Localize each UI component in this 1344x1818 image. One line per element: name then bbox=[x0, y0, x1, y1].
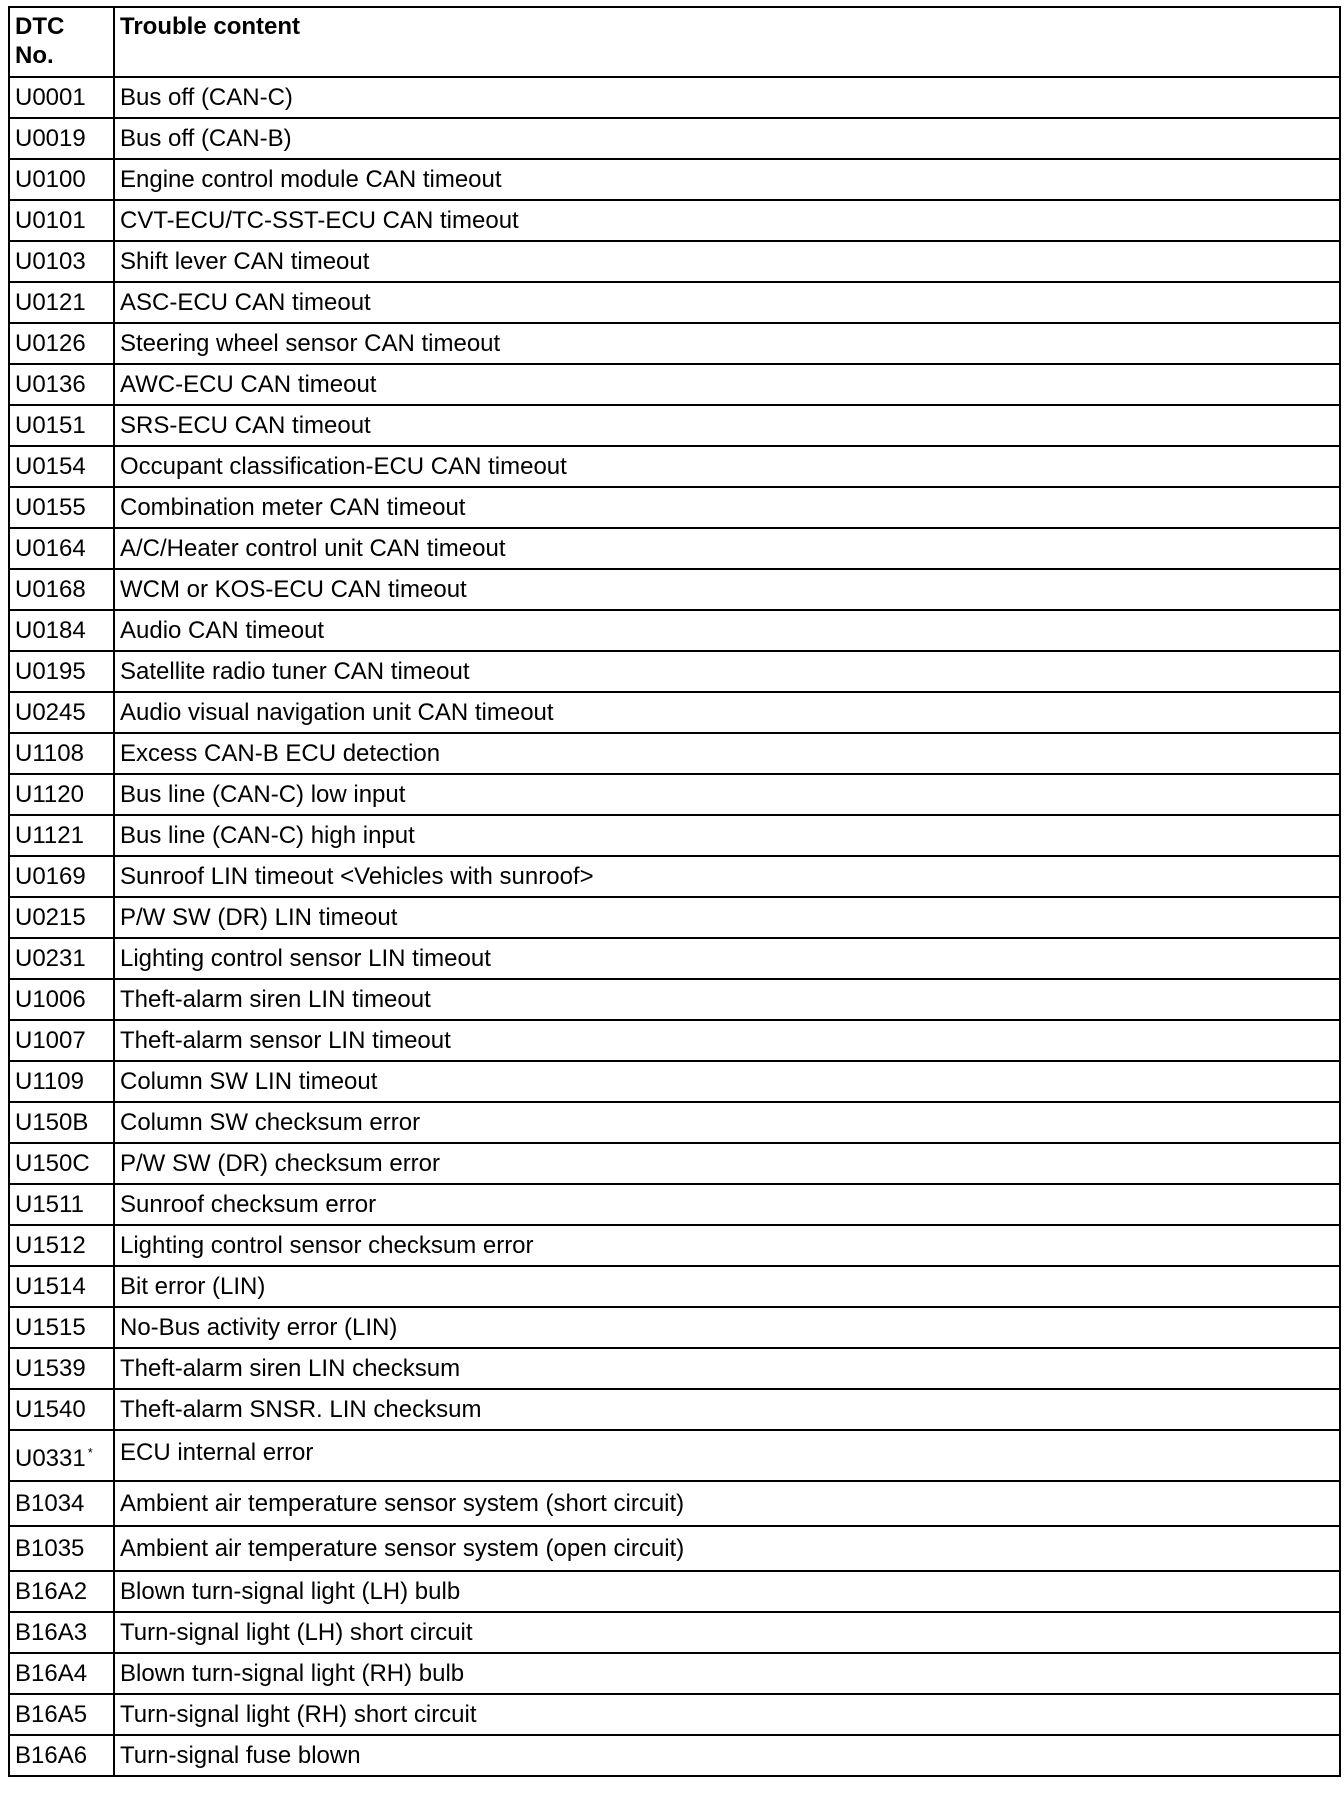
dtc-code-cell bbox=[9, 1526, 114, 1571]
dtc-code-cell bbox=[9, 1184, 114, 1225]
dtc-code-cell bbox=[9, 241, 114, 282]
table-row bbox=[9, 938, 1340, 979]
trouble-content-cell: SRS-ECU CAN timeout bbox=[114, 405, 1340, 446]
dtc-code-cell bbox=[9, 1348, 114, 1389]
dtc-code: U0169 bbox=[15, 863, 86, 890]
dtc-code-cell bbox=[9, 897, 114, 938]
trouble-content-cell: ECU internal error bbox=[114, 1430, 1340, 1481]
trouble-content-cell: No-Bus activity error (LIN) bbox=[114, 1307, 1340, 1348]
trouble-content-cell: Theft-alarm siren LIN checksum bbox=[114, 1348, 1340, 1389]
trouble-content-cell: Audio CAN timeout bbox=[114, 610, 1340, 651]
dtc-code-cell bbox=[9, 610, 114, 651]
dtc-code: U0168 bbox=[15, 576, 86, 603]
trouble-content-cell: Ambient air temperature sensor system (short circuit) bbox=[114, 1481, 1340, 1526]
dtc-code: B16A6 bbox=[15, 1742, 88, 1769]
trouble-content-cell: Shift lever CAN timeout bbox=[114, 241, 1340, 282]
dtc-code: U150C bbox=[15, 1150, 90, 1177]
dtc-code-cell bbox=[9, 774, 114, 815]
dtc-table bbox=[8, 6, 1341, 1777]
dtc-code: U0155 bbox=[15, 494, 86, 521]
table-row bbox=[9, 1020, 1340, 1061]
dtc-code-cell bbox=[9, 1653, 114, 1694]
table-row bbox=[9, 774, 1340, 815]
table-row bbox=[9, 1694, 1340, 1735]
dtc-code-cell bbox=[9, 569, 114, 610]
header-trouble-content: Trouble content bbox=[114, 7, 1340, 77]
dtc-code-cell bbox=[9, 118, 114, 159]
table-row bbox=[9, 1102, 1340, 1143]
dtc-code-cell bbox=[9, 856, 114, 897]
table-row bbox=[9, 118, 1340, 159]
header-dtc-line2: No. bbox=[15, 42, 54, 69]
table-row bbox=[9, 487, 1340, 528]
dtc-code-cell bbox=[9, 323, 114, 364]
dtc-code-cell bbox=[9, 282, 114, 323]
dtc-code: B1035 bbox=[15, 1535, 85, 1562]
trouble-content-cell: Turn-signal light (LH) short circuit bbox=[114, 1612, 1340, 1653]
header-dtc-no bbox=[9, 7, 114, 77]
trouble-content-cell: P/W SW (DR) checksum error bbox=[114, 1143, 1340, 1184]
table-row bbox=[9, 1430, 1340, 1481]
dtc-code: U0215 bbox=[15, 904, 86, 931]
dtc-code: U1007 bbox=[15, 1027, 86, 1054]
trouble-content-cell: Theft-alarm siren LIN timeout bbox=[114, 979, 1340, 1020]
dtc-code-cell bbox=[9, 1571, 114, 1612]
table-row bbox=[9, 77, 1340, 118]
trouble-content-cell: Turn-signal light (RH) short circuit bbox=[114, 1694, 1340, 1735]
dtc-code-cell bbox=[9, 1225, 114, 1266]
table-row bbox=[9, 1389, 1340, 1430]
trouble-content-cell: Blown turn-signal light (RH) bulb bbox=[114, 1653, 1340, 1694]
table-row bbox=[9, 1061, 1340, 1102]
table-row bbox=[9, 733, 1340, 774]
dtc-code-cell bbox=[9, 733, 114, 774]
dtc-code-cell bbox=[9, 77, 114, 118]
dtc-code: U0195 bbox=[15, 658, 86, 685]
trouble-content-cell: Satellite radio tuner CAN timeout bbox=[114, 651, 1340, 692]
dtc-table-body bbox=[9, 77, 1340, 1776]
trouble-content-cell: AWC-ECU CAN timeout bbox=[114, 364, 1340, 405]
table-row bbox=[9, 569, 1340, 610]
trouble-content-cell: Sunroof LIN timeout <Vehicles with sunroof> bbox=[114, 856, 1340, 897]
trouble-content-cell: P/W SW (DR) LIN timeout bbox=[114, 897, 1340, 938]
dtc-code: U0103 bbox=[15, 248, 86, 275]
dtc-code-cell bbox=[9, 159, 114, 200]
table-row bbox=[9, 159, 1340, 200]
dtc-code: U1540 bbox=[15, 1396, 86, 1423]
trouble-content-cell: Lighting control sensor LIN timeout bbox=[114, 938, 1340, 979]
table-row bbox=[9, 897, 1340, 938]
dtc-code-cell bbox=[9, 1735, 114, 1776]
dtc-code-cell bbox=[9, 1266, 114, 1307]
table-row bbox=[9, 364, 1340, 405]
table-row bbox=[9, 815, 1340, 856]
dtc-code-cell bbox=[9, 692, 114, 733]
dtc-code-cell bbox=[9, 1389, 114, 1430]
table-row bbox=[9, 1481, 1340, 1526]
trouble-content-cell: Ambient air temperature sensor system (open circuit) bbox=[114, 1526, 1340, 1571]
table-row bbox=[9, 1571, 1340, 1612]
dtc-code: U0184 bbox=[15, 617, 86, 644]
table-row bbox=[9, 1348, 1340, 1389]
trouble-content-cell: Bus line (CAN-C) high input bbox=[114, 815, 1340, 856]
trouble-content-cell: Steering wheel sensor CAN timeout bbox=[114, 323, 1340, 364]
dtc-code-cell bbox=[9, 1430, 114, 1481]
trouble-content-cell: Theft-alarm SNSR. LIN checksum bbox=[114, 1389, 1340, 1430]
table-row bbox=[9, 1184, 1340, 1225]
trouble-content-cell: Column SW checksum error bbox=[114, 1102, 1340, 1143]
table-row bbox=[9, 1526, 1340, 1571]
table-row bbox=[9, 323, 1340, 364]
table-row bbox=[9, 610, 1340, 651]
table-row bbox=[9, 651, 1340, 692]
table-row bbox=[9, 1225, 1340, 1266]
trouble-content-cell: Bus line (CAN-C) low input bbox=[114, 774, 1340, 815]
table-row bbox=[9, 282, 1340, 323]
table-row bbox=[9, 1307, 1340, 1348]
table-row bbox=[9, 979, 1340, 1020]
header-dtc-line1: DTC bbox=[15, 13, 65, 40]
dtc-code: U0231 bbox=[15, 945, 86, 972]
dtc-code-cell bbox=[9, 364, 114, 405]
dtc-code-cell bbox=[9, 1102, 114, 1143]
trouble-content-cell: Column SW LIN timeout bbox=[114, 1061, 1340, 1102]
table-row bbox=[9, 528, 1340, 569]
trouble-content-cell: Audio visual navigation unit CAN timeout bbox=[114, 692, 1340, 733]
dtc-code: U0100 bbox=[15, 166, 86, 193]
dtc-code-cell bbox=[9, 815, 114, 856]
dtc-code: U1515 bbox=[15, 1314, 86, 1341]
dtc-code: B16A4 bbox=[15, 1660, 88, 1687]
dtc-code-cell bbox=[9, 651, 114, 692]
trouble-content-cell: CVT-ECU/TC-SST-ECU CAN timeout bbox=[114, 200, 1340, 241]
dtc-code-cell bbox=[9, 1020, 114, 1061]
trouble-content-cell: Sunroof checksum error bbox=[114, 1184, 1340, 1225]
trouble-content-cell: Blown turn-signal light (LH) bulb bbox=[114, 1571, 1340, 1612]
dtc-code: U0019 bbox=[15, 125, 86, 152]
dtc-code-cell bbox=[9, 1481, 114, 1526]
trouble-content-cell: ASC-ECU CAN timeout bbox=[114, 282, 1340, 323]
dtc-code: U1108 bbox=[15, 740, 84, 767]
dtc-code: U0001 bbox=[15, 84, 86, 111]
dtc-code-cell bbox=[9, 979, 114, 1020]
table-row bbox=[9, 241, 1340, 282]
dtc-code: U0154 bbox=[15, 453, 86, 480]
dtc-code-cell bbox=[9, 200, 114, 241]
table-row bbox=[9, 200, 1340, 241]
dtc-code: U0121 bbox=[15, 289, 86, 316]
dtc-code: U0126 bbox=[15, 330, 86, 357]
dtc-code-cell bbox=[9, 405, 114, 446]
dtc-code: U1120 bbox=[15, 781, 84, 808]
dtc-code: B1034 bbox=[15, 1490, 85, 1517]
dtc-code: U0245 bbox=[15, 699, 86, 726]
trouble-content-cell: WCM or KOS-ECU CAN timeout bbox=[114, 569, 1340, 610]
dtc-code-cell bbox=[9, 1694, 114, 1735]
trouble-content-cell: Bit error (LIN) bbox=[114, 1266, 1340, 1307]
dtc-code: B16A5 bbox=[15, 1701, 88, 1728]
dtc-code: U0101 bbox=[15, 207, 86, 234]
dtc-code: U0151 bbox=[15, 412, 86, 439]
dtc-code: U1121 bbox=[15, 822, 84, 849]
trouble-content-cell: Bus off (CAN-C) bbox=[114, 77, 1340, 118]
dtc-code: B16A2 bbox=[15, 1578, 88, 1605]
dtc-code: B16A3 bbox=[15, 1619, 88, 1646]
table-row bbox=[9, 1612, 1340, 1653]
trouble-content-cell: Lighting control sensor checksum error bbox=[114, 1225, 1340, 1266]
dtc-code-cell bbox=[9, 1307, 114, 1348]
trouble-content-cell: Excess CAN-B ECU detection bbox=[114, 733, 1340, 774]
trouble-content-cell: Theft-alarm sensor LIN timeout bbox=[114, 1020, 1340, 1061]
dtc-code: U1006 bbox=[15, 986, 86, 1013]
trouble-content-cell: Engine control module CAN timeout bbox=[114, 159, 1340, 200]
table-row bbox=[9, 446, 1340, 487]
dtc-code: U150B bbox=[15, 1109, 89, 1136]
table-row bbox=[9, 1735, 1340, 1776]
trouble-content-cell: Combination meter CAN timeout bbox=[114, 487, 1340, 528]
dtc-code: U1109 bbox=[15, 1068, 84, 1095]
trouble-content-cell: Bus off (CAN-B) bbox=[114, 118, 1340, 159]
trouble-content-cell: Turn-signal fuse blown bbox=[114, 1735, 1340, 1776]
dtc-code: U0136 bbox=[15, 371, 86, 398]
dtc-code: U1514 bbox=[15, 1273, 86, 1300]
table-row bbox=[9, 1653, 1340, 1694]
header-row bbox=[9, 7, 1340, 77]
dtc-code: U1512 bbox=[15, 1232, 86, 1259]
dtc-code: U1539 bbox=[15, 1355, 86, 1382]
table-row bbox=[9, 856, 1340, 897]
table-row bbox=[9, 1143, 1340, 1184]
footnote-marker: * bbox=[87, 1445, 93, 1460]
table-row bbox=[9, 1266, 1340, 1307]
trouble-content-cell: A/C/Heater control unit CAN timeout bbox=[114, 528, 1340, 569]
trouble-content-cell: Occupant classification-ECU CAN timeout bbox=[114, 446, 1340, 487]
dtc-code-cell bbox=[9, 1612, 114, 1653]
dtc-code: U0331 bbox=[15, 1445, 86, 1472]
dtc-code-cell bbox=[9, 528, 114, 569]
dtc-code-cell bbox=[9, 1143, 114, 1184]
table-row bbox=[9, 405, 1340, 446]
dtc-code-cell bbox=[9, 487, 114, 528]
dtc-code-cell bbox=[9, 938, 114, 979]
table-row bbox=[9, 692, 1340, 733]
dtc-code: U0164 bbox=[15, 535, 86, 562]
dtc-code: U1511 bbox=[15, 1191, 84, 1218]
dtc-code-cell bbox=[9, 446, 114, 487]
dtc-code-cell bbox=[9, 1061, 114, 1102]
